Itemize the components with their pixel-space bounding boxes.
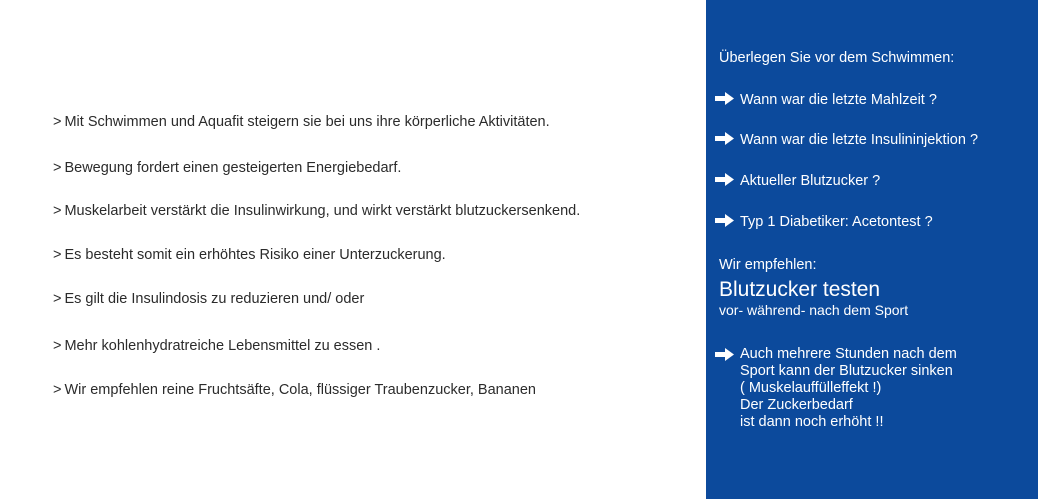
list-item <box>53 246 446 264</box>
list-item <box>53 381 536 399</box>
list-marker: > <box>53 247 62 263</box>
check-item <box>715 91 937 109</box>
note-line: Sport kann der Blutzucker sinken <box>740 363 953 379</box>
right-arrow-icon <box>715 92 734 105</box>
list-item <box>53 337 380 355</box>
list-item-text: Mit Schwimmen und Aquafit steigern sie bei uns ihre körperliche Aktivitäten. <box>64 114 550 130</box>
list-marker: > <box>53 203 62 219</box>
note-line: Der Zuckerbedarf <box>740 397 853 413</box>
check-item <box>715 172 880 190</box>
list-marker: > <box>53 338 62 354</box>
list-marker: > <box>53 291 62 307</box>
list-item <box>53 113 550 131</box>
list-marker: > <box>53 160 62 176</box>
list-item <box>53 290 364 308</box>
check-item-text: Typ 1 Diabetiker: Acetontest ? <box>740 214 933 230</box>
list-item-text: Wir empfehlen reine Fruchtsäfte, Cola, flüssiger Traubenzucker, Bananen <box>64 382 536 398</box>
list-marker: > <box>53 114 62 130</box>
list-marker: > <box>53 382 62 398</box>
checklist-panel <box>706 0 1038 499</box>
note-block <box>715 346 957 431</box>
panel-heading: Überlegen Sie vor dem Schwimmen: <box>719 50 955 66</box>
check-item-text: Aktueller Blutzucker ? <box>740 173 881 189</box>
right-arrow-icon <box>715 132 734 145</box>
list-item-text: Es besteht somit ein erhöhtes Risiko einer Unterzuckerung. <box>64 247 446 263</box>
list-item-text: Mehr kohlenhydratreiche Lebensmittel zu essen . <box>64 338 381 354</box>
note-line: Auch mehrere Stunden nach dem <box>740 346 957 362</box>
check-item-text: Wann war die letzte Mahlzeit ? <box>740 92 937 108</box>
note-line: ( Muskelauffülleffekt !) <box>740 380 882 396</box>
right-arrow-icon <box>715 348 734 361</box>
list-item-text: Es gilt die Insulindosis zu reduzieren und/ oder <box>64 291 365 307</box>
recommend-label: Wir empfehlen: <box>719 257 817 273</box>
right-arrow-icon <box>715 214 734 227</box>
list-item-text: Muskelarbeit verstärkt die Insulinwirkung, und wirkt verstärkt blutzuckersenkend. <box>64 203 581 219</box>
check-item-text: Wann war die letzte Insulininjektion ? <box>740 132 979 148</box>
note-lines <box>740 346 957 431</box>
list-item-text: Bewegung fordert einen gesteigerten Energiebedarf. <box>64 160 402 176</box>
recommend-sub: vor- während- nach dem Sport <box>719 302 909 318</box>
check-item <box>715 131 978 149</box>
list-item <box>53 202 580 220</box>
recommend-main: Blutzucker testen <box>719 278 881 301</box>
right-arrow-icon <box>715 173 734 186</box>
list-item <box>53 159 401 177</box>
check-item <box>715 213 933 231</box>
note-line: ist dann noch erhöht !! <box>740 414 884 430</box>
